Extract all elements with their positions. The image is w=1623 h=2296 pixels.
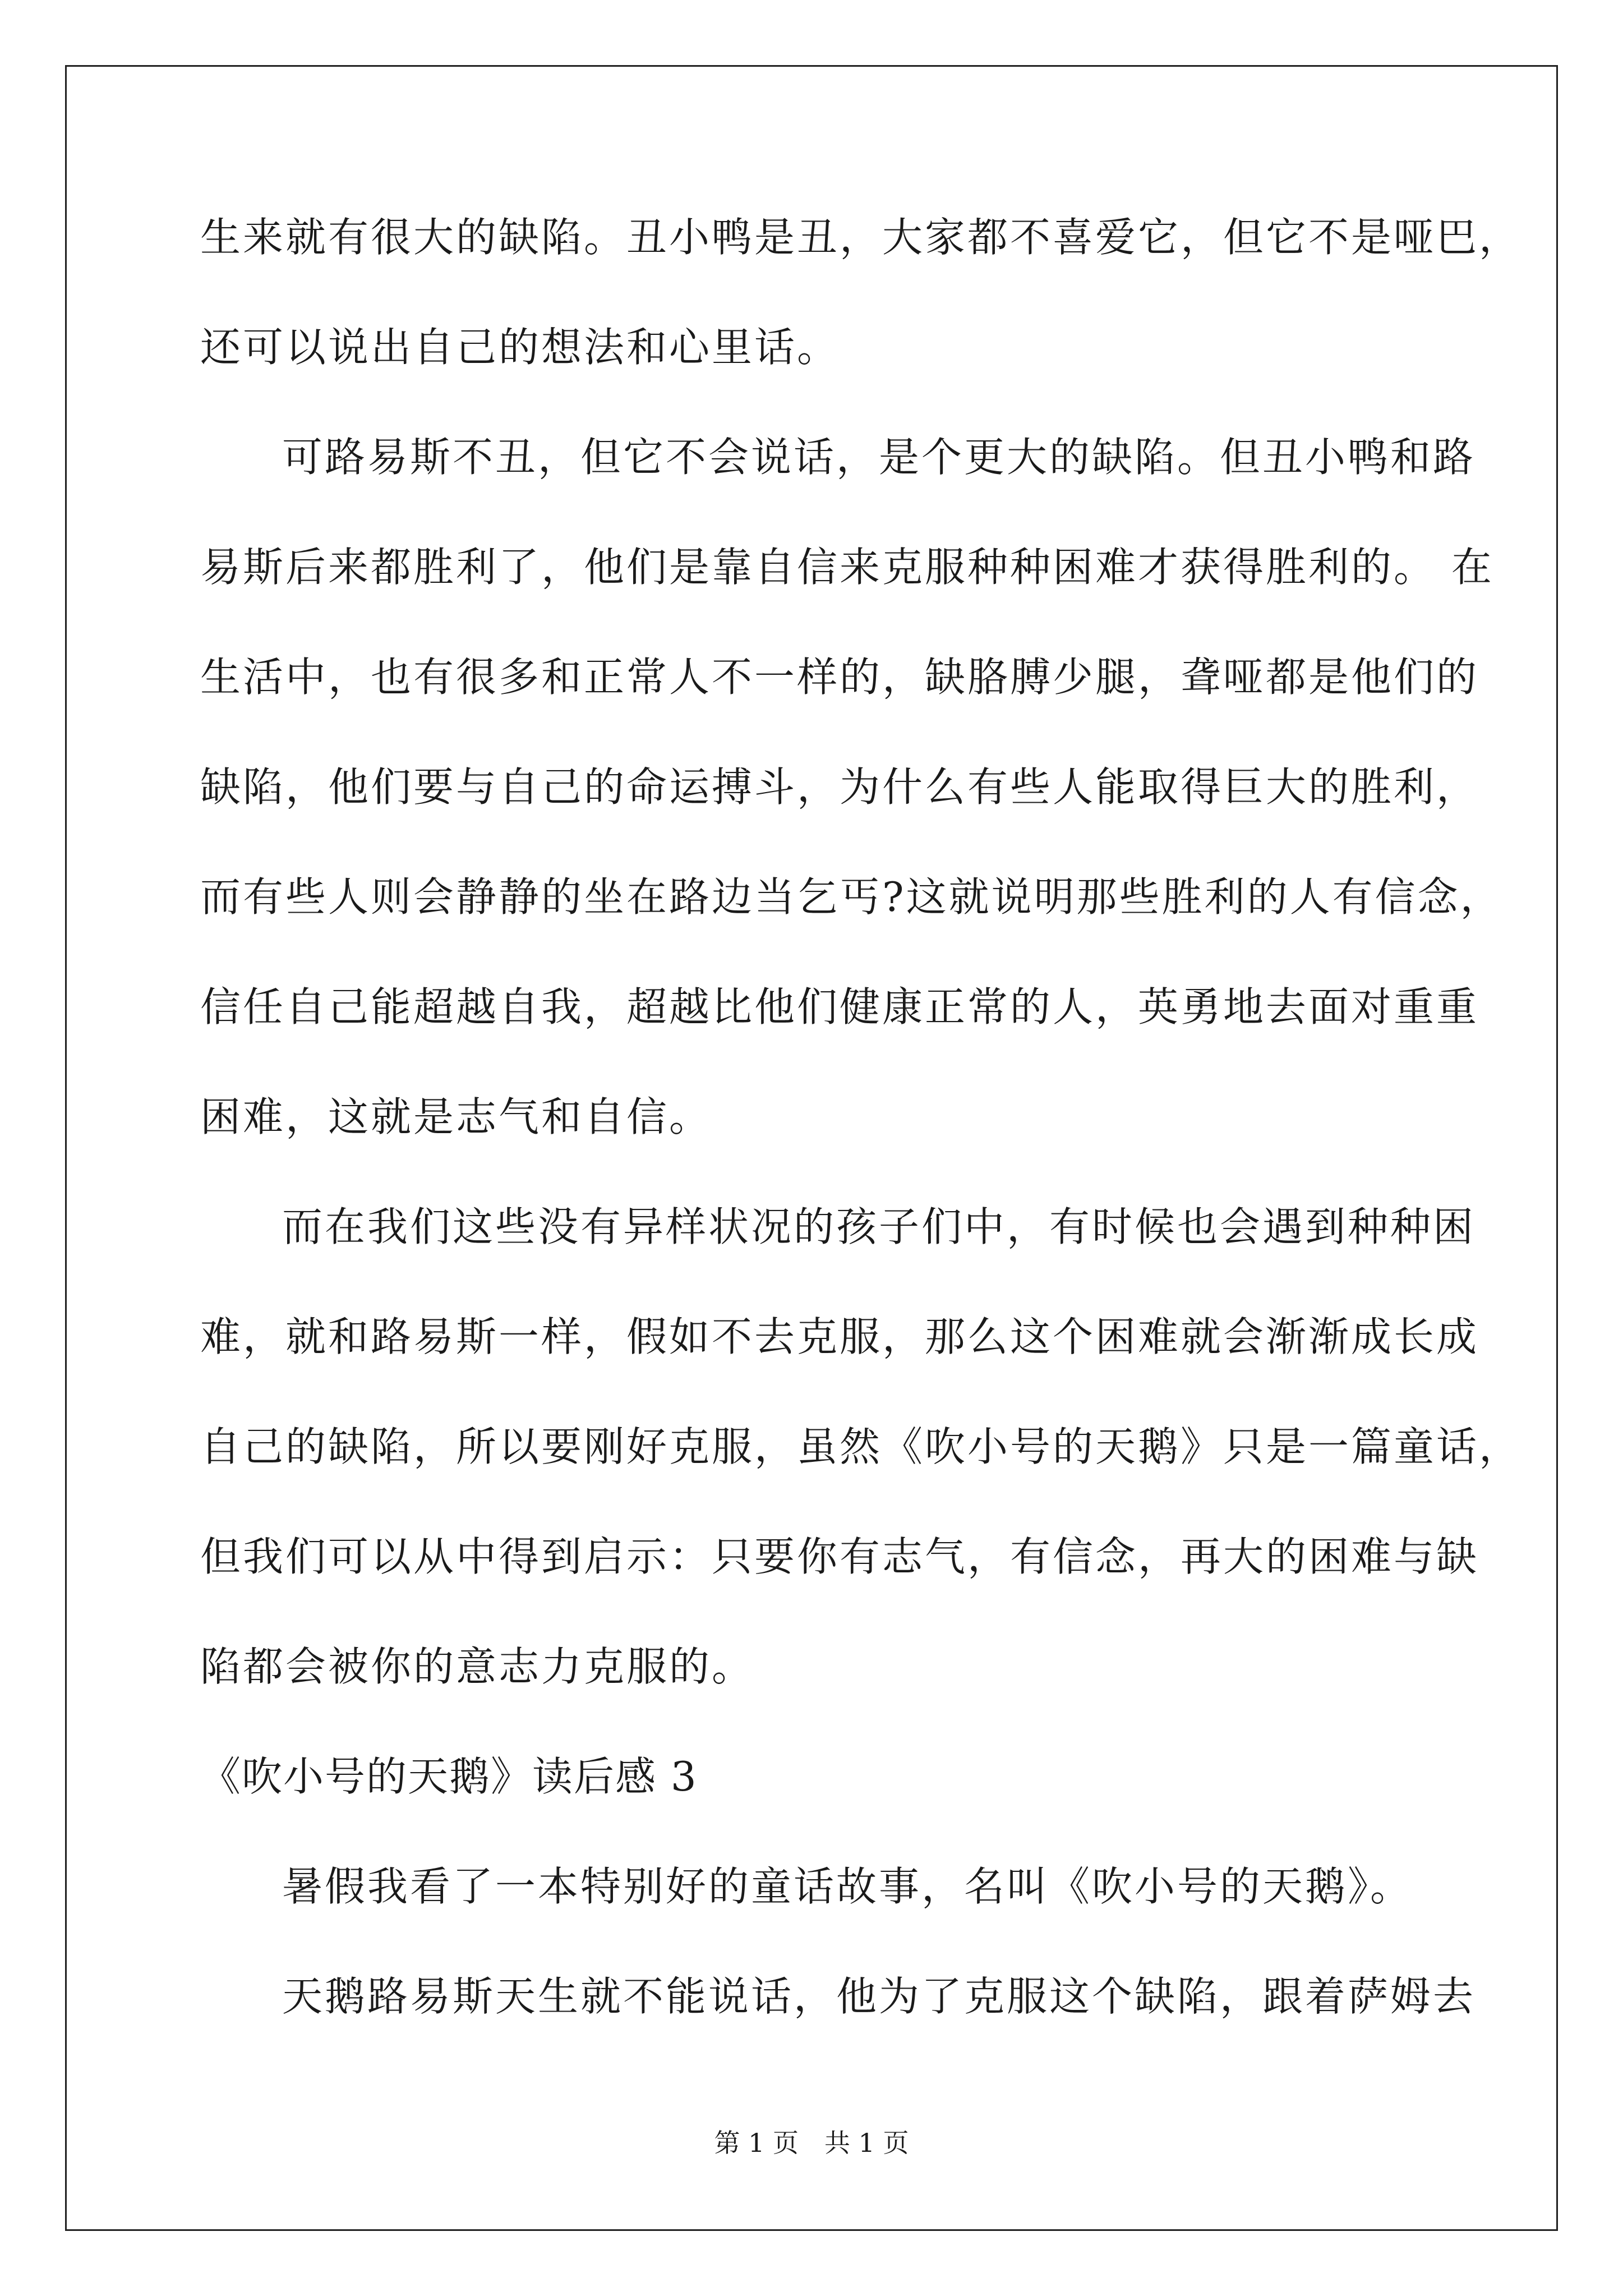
text-line: 困难，这就是志气和自信。: [200, 1093, 712, 1140]
section-heading: 《吹小号的天鹅》读后感 3: [200, 1753, 698, 1800]
text-line: 生来就有很大的缺陷。丑小鸭是丑，大家都不喜爱它，但它不是哑巴，: [200, 214, 1522, 261]
page-footer: 第 1 页 共 1 页: [714, 2128, 909, 2158]
text-line: 易斯后来都胜利了，他们是靠自信来克服种种困难才获得胜利的。 在: [200, 544, 1494, 591]
text-line: 自己的缺陷，所以要刚好克服，虽然《吹小号的天鹅》只是一篇童话，: [200, 1423, 1522, 1470]
text-line: 陷都会被你的意志力克服的。: [200, 1643, 755, 1690]
text-line: 缺陷，他们要与自己的命运搏斗，为什么有些人能取得巨大的胜利，: [200, 763, 1479, 811]
text-line: 还可以说出自己的想法和心里话。: [200, 324, 840, 371]
text-line: 但我们可以从中得到启示：只要你有志气，有信念，再大的困难与缺: [200, 1533, 1479, 1580]
document-body: [200, 210, 1522, 2079]
text-line: 而有些人则会静静的坐在路边当乞丐?这就说明那些胜利的人有信念，: [200, 873, 1503, 921]
paragraph-start-line: 可路易斯不丑，但它不会说话，是个更大的缺陷。但丑小鸭和路: [282, 434, 1476, 481]
text-line: 生活中，也有很多和正常人不一样的，缺胳膊少腿，聋哑都是他们的: [200, 654, 1479, 701]
paragraph-start-line: 而在我们这些没有异样状况的孩子们中，有时候也会遇到种种困: [282, 1203, 1476, 1250]
paragraph-start-line: 天鹅路易斯天生就不能说话，他为了克服这个缺陷，跟着萨姆去: [282, 1973, 1476, 2020]
text-line: 难，就和路易斯一样，假如不去克服，那么这个困难就会渐渐成长成: [200, 1313, 1479, 1360]
paragraph-start-line: 暑假我看了一本特别好的童话故事，名叫《吹小号的天鹅》。: [282, 1863, 1413, 1910]
text-line: 信任自己能超越自我，超越比他们健康正常的人，英勇地去面对重重: [200, 983, 1479, 1030]
